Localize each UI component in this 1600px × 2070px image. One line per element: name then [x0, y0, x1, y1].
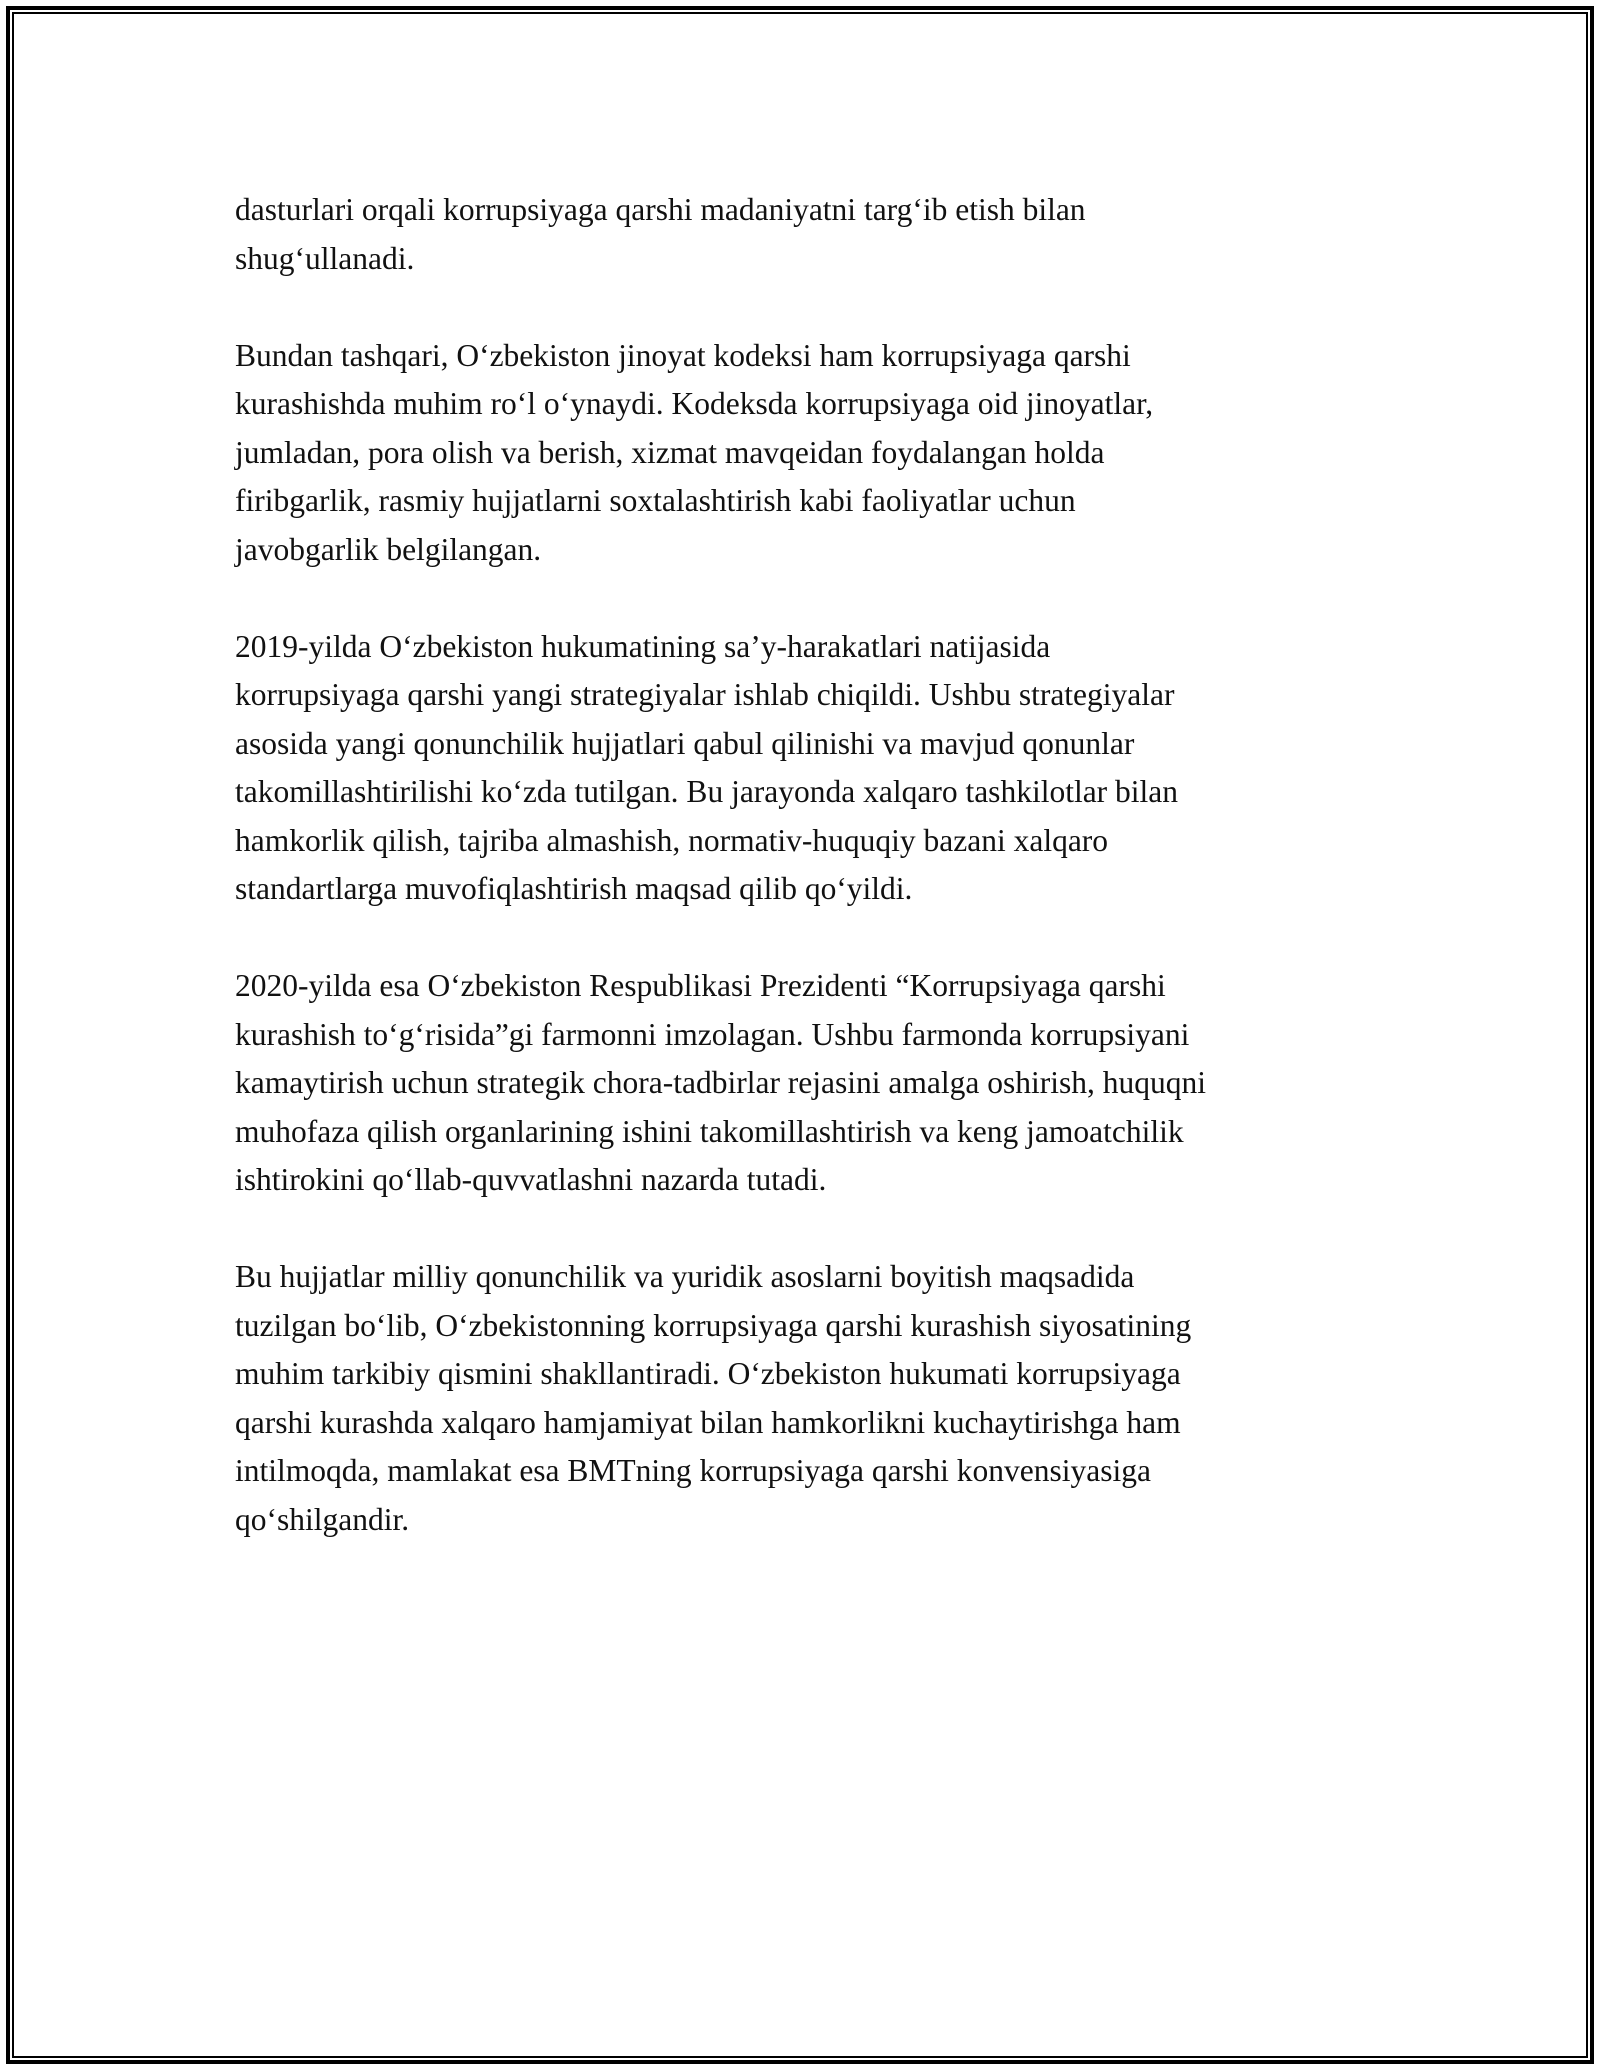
paragraph-2: Bundan tashqari, O‘zbekiston jinoyat kodeksi ham korrupsiyaga qarshi kurashishda muhim ro‘l o‘ynaydi. Kodeksda korrupsiyaga oid jinoyatlar, jumladan, pora olish va berish, xizmat mavqeidan foydalangan holda firibgarlik, rasmiy hujjatlarni soxtalashtirish kabi faoliyatlar uchun javobgarlik belgilangan.: [235, 337, 1154, 567]
paragraph-1: dasturlari orqali korrupsiyaga qarshi madaniyatni targ‘ib etish bilan shug‘ullanadi.: [235, 192, 1086, 276]
paragraph-5: Bu hujjatlar milliy qonunchilik va yuridik asoslarni boyitish maqsadida tuzilgan bo‘lib, O‘zbekistonning korrupsiyaga qarshi kurashish siyosatining muhim tarkibiy qismini shakllantiradi. O‘zbekiston hukumati korrupsiyaga qarshi kurashda xalqaro hamjamiyat bilan hamkorlikni kuchaytirishga ham intilmoqda, mamlakat esa BMTning korrupsiyaga qarshi konvensiyasiga qo‘shilgandir.: [235, 1259, 1192, 1537]
paragraph-3: 2019-yilda O‘zbekiston hukumatining sa’y-harakatlari natijasida korrupsiyaga qarshi yangi strategiyalar ishlab chiqildi. Ushbu strategiyalar asosida yangi qonunchilik hujjatlari qabul qilinishi va mavjud qonunlar takomillashtirilishi ko‘zda tutilgan. Bu jarayonda xalqaro tashkilotlar bilan hamkorlik qilish, tajriba almashish, normativ-huquqiy bazani xalqaro standartlarga muvofiqlashtirish maqsad qilib qo‘yildi.: [235, 628, 1179, 906]
paragraph-4: 2020-yilda esa O‘zbekiston Respublikasi Prezidenti “Korrupsiyaga qarshi kurashish to‘g‘risida”gi farmonni imzolagan. Ushbu farmonda korrupsiyani kamaytirish uchun strategik chora-tadbirlar rejasini amalga oshirish, huquqni muhofaza qilish organlarining ishini takomillashtirish va keng jamoatchilik ishtirokini qo‘llab-quvvatlashni nazarda tutadi.: [235, 968, 1206, 1197]
document-body: [235, 186, 1385, 1593]
